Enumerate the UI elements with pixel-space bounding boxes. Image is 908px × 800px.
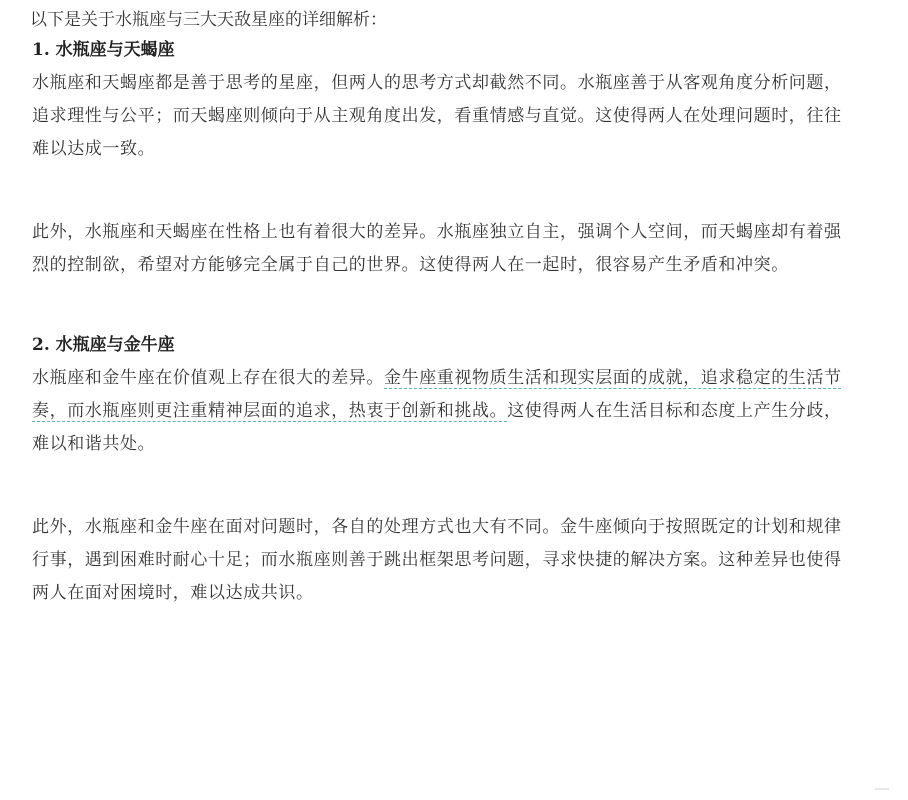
intro-text: 以下是关于水瓶座与三大天敌星座的详细解析： [30,10,387,30]
paragraph-text: 水瓶座和天蝎座都是善于思考的星座，但两人的思考方式却截然不同。水瓶座善于从客观角度分析问题，追求理性与公平；而天蝎座则倾向于从主观角度出发，看重情感与直觉。这使得两人在处理问题时，往往难以达成一致。 [32,73,842,159]
paragraph [32,511,852,610]
paragraph-text: 此外，水瓶座和金牛座在面对问题时，各自的处理方式也大有不同。金牛座倾向于按照既定的计划和规律行事，遇到困难时耐心十足；而水瓶座则善于跳出框架思考问题，寻求快捷的解决方案。这种差异也使得两人在面对困境时，难以达成共识。 [32,517,842,603]
watermark-icon [874,784,890,794]
paragraph-text: 此外，水瓶座和天蝎座在性格上也有着很大的差异。水瓶座独立自主，强调个人空间，而天蝎座却有着强烈的控制欲，希望对方能够完全属于自己的世界。这使得两人在一起时，很容易产生矛盾和冲突。 [32,222,842,275]
section-heading: 2. 水瓶座与金牛座 [32,335,175,355]
highlighted-text: 金牛座重视物质生活和现实层面的成就，追求稳定的生活节奏，而水瓶座则更注重精神层面的追求，热衷于创新和挑战。 [32,368,842,421]
section-aquarius-scorpio [32,37,852,282]
paragraph-text: 这使得两人在生活目标和态度上产生分歧，难以和谐共处。 [32,401,842,454]
section-aquarius-taurus [32,332,852,610]
paragraph [32,362,852,461]
paragraph [32,67,852,166]
article [32,0,852,610]
section-heading: 1. 水瓶座与天蝎座 [32,40,175,60]
paragraph [32,216,852,282]
paragraph-text: 水瓶座和金牛座在价值观上存在很大的差异。 [32,368,384,388]
